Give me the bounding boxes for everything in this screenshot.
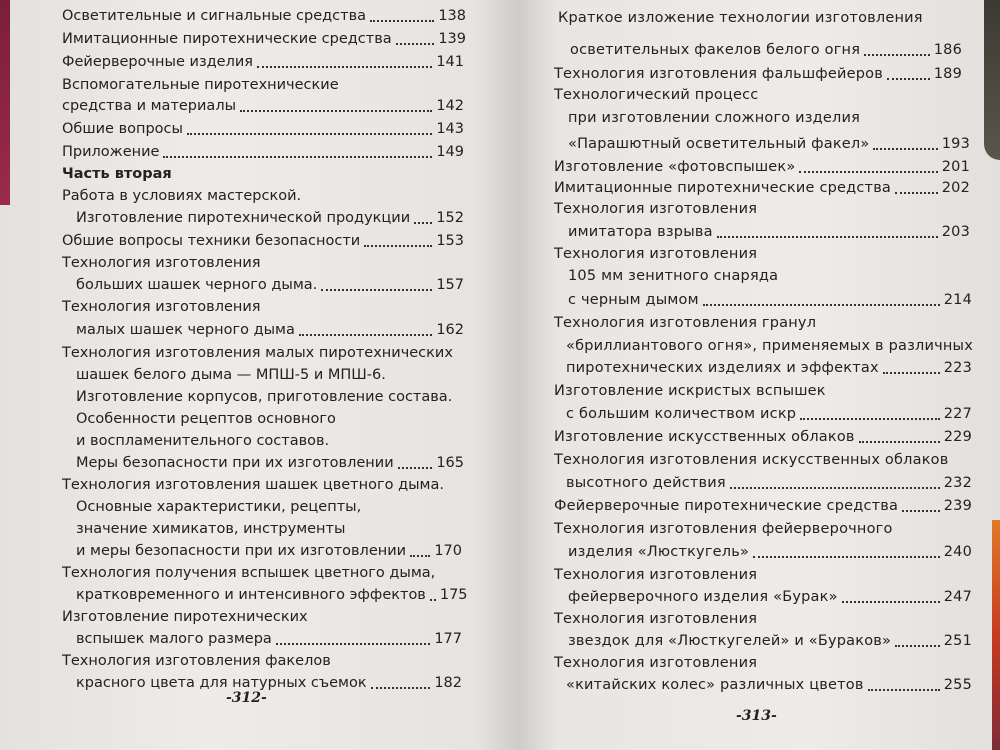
- toc-entry: Фейерверочные пиротехнические средства 239: [554, 498, 972, 514]
- page-number: -312-: [226, 690, 267, 706]
- page-number: -313-: [736, 708, 777, 724]
- toc-entry: фейерверочного изделия «Бурак» 247: [568, 589, 972, 605]
- toc-entry: имитатора взрыва 203: [568, 224, 970, 240]
- toc-line: Технология изготовления шашек цветного дыма.: [62, 477, 444, 493]
- toc-line: Технология изготовления: [554, 567, 758, 583]
- right-page: [518, 0, 1000, 750]
- toc-line: «бриллиантового огня», применяемых в различных: [566, 338, 973, 354]
- toc-entry: изделия «Люсткугель» 240: [568, 544, 972, 560]
- toc-line: Технология изготовления искусственных облаков: [554, 452, 949, 468]
- toc-line: Особенности рецептов основного: [76, 411, 336, 427]
- toc-line: Технология изготовления: [62, 255, 261, 271]
- toc-line: Технология изготовления факелов: [62, 653, 331, 669]
- toc-line: Работа в условиях мастерской.: [62, 188, 302, 204]
- toc-entry: «китайских колес» различных цветов 255: [566, 677, 972, 693]
- toc-entry: звездок для «Люсткугелей» и «Бураков» 251: [568, 633, 972, 649]
- toc-entry: высотного действия 232: [566, 475, 972, 491]
- toc-line: шашек белого дыма — МПШ-5 и МПШ-6.: [76, 367, 386, 383]
- toc-entry: с черным дымом 214: [568, 292, 972, 308]
- toc-line: Технология изготовления: [554, 246, 758, 262]
- toc-entry: пиротехнических изделиях и эффектах 223: [566, 360, 972, 376]
- toc-line: и воспламенительного составов.: [76, 433, 330, 449]
- toc-right: [518, 0, 1000, 750]
- toc-entry: средства и материалы 142: [62, 98, 464, 114]
- toc-entry: Имитационные пиротехнические средства 202: [554, 180, 970, 196]
- toc-line: при изготовлении сложного изделия: [568, 110, 861, 126]
- toc-entry: Меры безопасности при их изготовлении 165: [76, 455, 464, 471]
- section-heading: Часть вторая: [62, 166, 172, 182]
- toc-line: Технология изготовления малых пиротехнических: [62, 345, 453, 361]
- toc-entry: Обшие вопросы техники безопасности 153: [62, 233, 464, 249]
- toc-entry: Обшие вопросы 143: [62, 121, 464, 137]
- toc-entry: Изготовление искусственных облаков 229: [554, 429, 972, 445]
- toc-entry: малых шашек черного дыма 162: [76, 322, 464, 338]
- toc-entry: Фейерверочные изделия 141: [62, 54, 464, 70]
- toc-line: 105 мм зенитного снаряда: [568, 268, 779, 284]
- toc-entry: Изготовление пиротехнической продукции 152: [76, 210, 464, 226]
- toc-entry: больших шашек черного дыма. 157: [76, 277, 464, 293]
- toc-entry: вспышек малого размера 177: [76, 631, 462, 647]
- toc-line: Технология изготовления: [554, 655, 758, 671]
- toc-line: Технология изготовления: [554, 201, 758, 217]
- toc-entry: Приложение 149: [62, 144, 464, 160]
- toc-entry: «Парашютный осветительный факел» 193: [568, 136, 970, 152]
- toc-entry: Технология изготовления фальшфейеров 189: [554, 66, 962, 82]
- toc-entry: кратковременного и интенсивного эффектов 175: [76, 587, 468, 603]
- toc-line: Технология изготовления гранул: [554, 315, 817, 331]
- toc-entry: осветительных факелов белого огня 186: [570, 42, 962, 58]
- toc-entry: с большим количеством искр 227: [566, 406, 972, 422]
- toc-line: Технология изготовления: [62, 299, 261, 315]
- toc-line: Технология изготовления: [554, 611, 758, 627]
- toc-line: значение химикатов, инструменты: [76, 521, 346, 537]
- toc-line: Изготовление корпусов, приготовление состава.: [76, 389, 453, 405]
- toc-line: Вспомогательные пиротехнические: [62, 77, 339, 93]
- toc-line: Основные характеристики, рецепты,: [76, 499, 362, 515]
- toc-entry: Осветительные и сигнальные средства 138: [62, 8, 466, 24]
- toc-line: Технологический процесс: [554, 87, 759, 103]
- toc-line: Технология изготовления фейерверочного: [554, 521, 893, 537]
- toc-entry: Имитационные пиротехнические средства 139: [62, 31, 466, 47]
- toc-line: Краткое изложение технологии изготовления: [558, 10, 923, 26]
- toc-line: Изготовление пиротехнических: [62, 609, 308, 625]
- toc-entry: красного цвета для натурных съемок 182: [76, 675, 462, 691]
- toc-line: Технология получения вспышек цветного дыма,: [62, 565, 436, 581]
- toc-line: Изготовление искристых вспышек: [554, 383, 826, 399]
- toc-entry: и меры безопасности при их изготовлении 170: [76, 543, 462, 559]
- toc-entry: Изготовление «фотовспышек» 201: [554, 159, 970, 175]
